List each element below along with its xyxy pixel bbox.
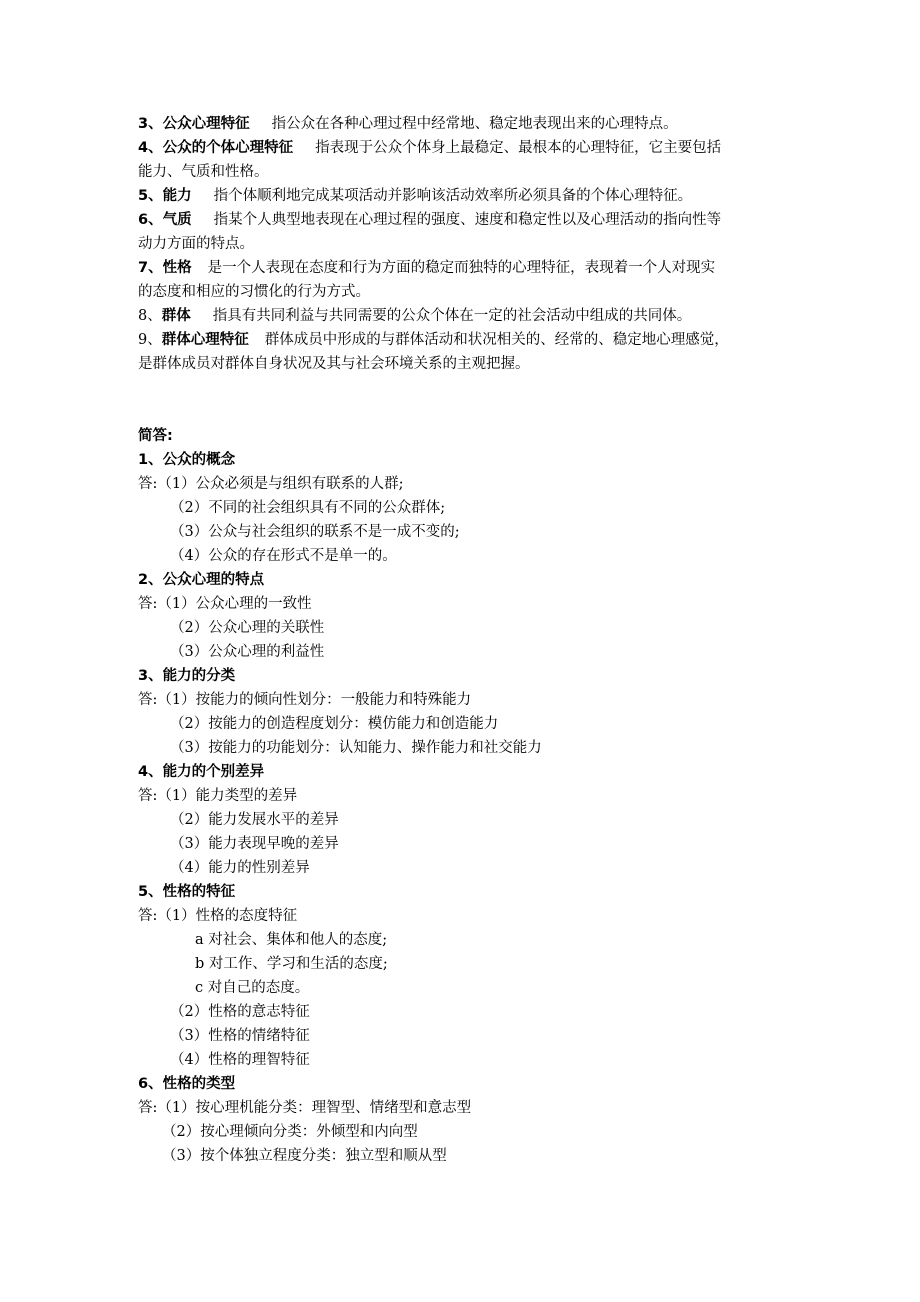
answer-line: 答:（1）按心理机能分类：理智型、情绪型和意志型 xyxy=(138,1100,472,1116)
question-title: 4、能力的个别差异 xyxy=(138,764,265,780)
definition-6 xyxy=(138,210,721,230)
answer-subitem: c 对自己的态度。 xyxy=(195,980,310,996)
definition-4 xyxy=(138,138,721,158)
definition-term: 7、性格 xyxy=(138,260,192,276)
definition-text: 指公众在各种心理过程中经常地、稳定地表现出来的心理特点。 xyxy=(271,116,678,132)
answer-subitem: a 对社会、集体和他人的态度; xyxy=(195,932,388,948)
definition-continuation: 的态度和相应的习惯化的行为方式。 xyxy=(138,284,370,300)
answer-line: （2）性格的意志特征 xyxy=(170,1004,310,1020)
definition-9 xyxy=(138,330,729,350)
definition-8 xyxy=(138,306,691,326)
answer-line: （3）能力表现早晚的差异 xyxy=(170,836,339,852)
answer-line: （4）性格的理智特征 xyxy=(170,1052,310,1068)
answer-line: （4）公众的存在形式不是单一的。 xyxy=(170,548,397,564)
answer-line: 答:（1）公众心理的一致性 xyxy=(138,596,312,612)
answer-line: 答:（1）能力类型的差异 xyxy=(138,788,298,804)
definition-text: 指个体顺利地完成某项活动并影响该活动效率所必须具备的个体心理特征。 xyxy=(213,188,693,204)
answer-line: （2）不同的社会组织具有不同的公众群体; xyxy=(170,500,446,516)
definition-text: 指表现于公众个体身上最稳定、最根本的心理特征，它主要包括 xyxy=(315,140,722,156)
definition-term: 3、公众心理特征 xyxy=(138,116,250,132)
question-title: 3、能力的分类 xyxy=(138,668,236,684)
short-answer-heading: 简答: xyxy=(138,428,173,444)
definition-term: 群体 xyxy=(161,308,191,324)
definition-continuation: 能力、气质和性格。 xyxy=(138,164,269,180)
definition-continuation: 动力方面的特点。 xyxy=(138,236,254,252)
definition-5 xyxy=(138,186,692,206)
answer-line: （2）公众心理的关联性 xyxy=(170,620,325,636)
definition-text: 指某个人典型地表现在心理过程的强度、速度和稳定性以及心理活动的指向性等 xyxy=(213,212,722,228)
answer-subitem: b 对工作、学习和生活的态度; xyxy=(195,956,388,972)
definition-term: 5、能力 xyxy=(138,188,192,204)
answer-line: （4）能力的性别差异 xyxy=(170,860,310,876)
definition-term: 6、气质 xyxy=(138,212,192,228)
answer-line: 答:（1）公众必须是与组织有联系的人群; xyxy=(138,476,404,492)
question-title: 1、公众的概念 xyxy=(138,452,236,468)
definition-number: 8、 xyxy=(138,308,162,324)
definition-number: 9、 xyxy=(138,332,162,348)
answer-line: （3）公众心理的利益性 xyxy=(170,644,325,660)
answer-line: 答:（1）按能力的倾向性划分：一般能力和特殊能力 xyxy=(138,692,472,708)
answer-line: 答:（1）性格的态度特征 xyxy=(138,908,298,924)
answer-line: （3）按个体独立程度分类：独立型和顺从型 xyxy=(162,1148,447,1164)
question-title: 6、性格的类型 xyxy=(138,1076,236,1092)
definition-continuation: 是群体成员对群体自身状况及其与社会环境关系的主观把握。 xyxy=(138,356,530,372)
question-title: 2、公众心理的特点 xyxy=(138,572,265,588)
answer-line: （2）按心理倾向分类：外倾型和内向型 xyxy=(162,1124,418,1140)
answer-line: （3）按能力的功能划分：认知能力、操作能力和社交能力 xyxy=(170,740,542,756)
definition-7 xyxy=(138,258,715,278)
definition-3 xyxy=(138,114,678,134)
answer-line: （3）公众与社会组织的联系不是一成不变的; xyxy=(170,524,460,540)
answer-line: （2）按能力的创造程度划分：模仿能力和创造能力 xyxy=(170,716,499,732)
definition-text: 指具有共同利益与共同需要的公众个体在一定的社会活动中组成的共同体。 xyxy=(212,308,692,324)
definition-term: 群体心理特征 xyxy=(161,332,249,348)
definition-text: 是一个人表现在态度和行为方面的稳定而独特的心理特征，表现着一个人对现实 xyxy=(207,260,716,276)
answer-line: （3）性格的情绪特征 xyxy=(170,1028,310,1044)
definition-text: 群体成员中形成的与群体活动和状况相关的、经常的、稳定地心理感觉， xyxy=(264,332,729,348)
answer-line: （2）能力发展水平的差异 xyxy=(170,812,339,828)
definition-term: 4、公众的个体心理特征 xyxy=(138,140,294,156)
question-title: 5、性格的特征 xyxy=(138,884,236,900)
